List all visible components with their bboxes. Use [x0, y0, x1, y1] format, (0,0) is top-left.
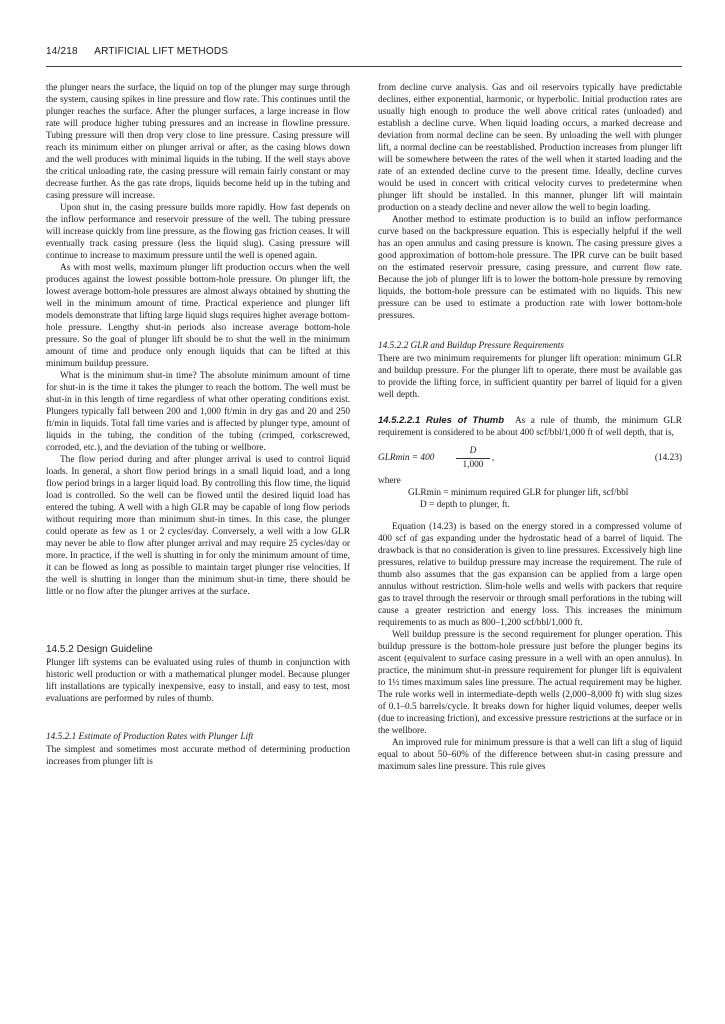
- equation-lhs: GLRmin = 400: [378, 453, 435, 463]
- paragraph: Plunger lift systems can be evaluated using rules of thumb in conjunction with historic well production or with a mathematical plunger model. Because plunger lift installations are typically inexpensive, easy to install, and easy to test, most evaluations are performed by rules of thumb.: [46, 658, 350, 704]
- right-column: [378, 82, 682, 773]
- paragraph: from decline curve analysis. Gas and oil reservoirs typically have predictable declines, either exponential, harmonic, or hyperbolic. Initial production rates are usually high enough to produce the well above critical rates (unloaded) and establish a decline curve. When liquid loading occurs, a marked decrease and deviation from normal decline can be seen. By unloading the well with plunger lift, a normal decline can be reestablished. Production increases from plunger lift will be somewhere between the rates of the well when it started loading and the rate of an extended decline curve to the present time. Ideally, decline curves would be used in concert with critical velocity curves to predetermine when plunger lift should be installed. In this manner, plunger lift will maintain production on a steady decline and never allow the well to begin loading.: [378, 83, 682, 213]
- equation-fraction: [456, 445, 490, 471]
- where-label: where: [378, 476, 401, 486]
- equation-14-23: [378, 445, 682, 471]
- header-rule: [46, 66, 682, 67]
- equation-definitions: [378, 487, 682, 511]
- running-header: [46, 46, 682, 62]
- paragraph: As with most wells, maximum plunger lift production occurs when the well produces against the lowest possible bottom-hole pressure. On plunger lift, the lowest average bottom-hole pressures are almost always obtained by shutting the well in the minimum amount of time. Practical experience and plunger lift models demonstrate that lifting large liquid slugs requires higher average bottom-hole pressure. Lengthy shut-in periods also increase average bottom-hole pressure. So the goal of plunger lift should be to shut the well in the minimum amount of time and produce only enough liquids that can be lifted at this minimum buildup pressure.: [46, 263, 350, 369]
- paragraph: An improved rule for minimum pressure is that a well can lift a slug of liquid equal to about 50–60% of the difference between shut-in casing pressure and maximum sales line pressure. This rule gives: [378, 738, 682, 772]
- definition-glrmin: GLRmin = minimum required GLR for plunger lift, scf/bbl: [408, 488, 629, 498]
- paragraph: The simplest and sometimes most accurate method of determining production increases from plunger lift is: [46, 745, 350, 767]
- section-heading-design-guideline: 14.5.2 Design Guideline: [46, 644, 153, 655]
- chapter-title: ARTIFICIAL LIFT METHODS: [94, 46, 229, 57]
- equation-numerator: D: [456, 445, 490, 459]
- equation-denominator: 1,000: [462, 460, 484, 470]
- paragraph: Another method to estimate production is to build an inflow performance curve based on the backpressure equation. This is especially helpful if the well has an open annulus and casing pressure is known. The casing pressure gives a good approximation of bottom-hole pressure. The IPR curve can be built based on the estimated reservoir pressure, casing pressure, and current flow rate. Because the job of plunger lift is to lower the bottom-hole pressure by removing liquids, the bottom-hole pressure can be estimated with no liquids. This new pressure can be used to estimate a production rate with lower bottom-hole pressures.: [378, 215, 682, 321]
- paragraph: There are two minimum requirements for plunger lift operation: minimum GLR and buildup pressure. For the plunger lift to operate, there must be available gas to provide the lifting force, in sufficient quantity per barrel of liquid for a given well depth.: [378, 354, 682, 400]
- subsection-heading-estimate: 14.5.2.1 Estimate of Production Rates with Plunger Lift: [46, 732, 254, 742]
- equation-comma: ,: [492, 453, 495, 463]
- left-column: [46, 82, 350, 768]
- rules-of-thumb-heading: 14.5.2.2.1 Rules of Thumb: [378, 415, 505, 426]
- paragraph: Equation (14.23) is based on the energy stored in a compressed volume of 400 scf of gas expanding under the hydrostatic head of a barrel of liquid. The drawback is that no consideration is given to line pressures. Excessively high line pressures, relative to buildup pressure may increase the requirement. The rule of thumb also assumes that the gas expansion can be applied from a large open annulus without restriction. Slim-hole wells and wells with packers that require gas to travel through the reservoir or through small perforations in the tubing will cause a greater restriction and energy loss. This increases the minimum requirements to as much as 800–1,200 scf/bbl/1,000 ft.: [378, 522, 682, 628]
- paragraph-text: As a rule of thumb, the minimum GLR requirement is considered to be about 400 scf/bbl/1,000 ft of well depth, that is,: [378, 416, 682, 438]
- definition-d: D = depth to plunger, ft.: [420, 500, 510, 510]
- paragraph: Upon shut in, the casing pressure builds more rapidly. How fast depends on the inflow performance and reservoir pressure of the well. The tubing pressure will increase quickly from line pressure, as the flowing gas friction ceases. It will eventually track casing pressure (less the liquid slug). Casing pressure will continue to increase to maximum pressure until the well is opened again.: [46, 203, 350, 261]
- subsection-heading-glr: 14.5.2.2 GLR and Buildup Pressure Requirements: [378, 341, 564, 351]
- paragraph: the plunger nears the surface, the liquid on top of the plunger may surge through the system, causing spikes in line pressure and flow rate. This continues until the plunger reaches the surface. After the plunger surfaces, a large increase in flow rate will produce higher tubing pressures and an increase in flowline pressure. Tubing pressure will then drop very close to line pressure. Casing pressure will reach its minimum either on plunger arrival or after, as the casing blows down and the well produces with minimal liquids in the tubing. If the well stays above the critical unloading rate, the casing pressure will remain fairly constant or may decrease further. As the gas rate drops, liquids become held up in the tubing and casing pressure will increase.: [46, 83, 350, 201]
- paragraph: The flow period during and after plunger arrival is used to control liquid loads. In general, a short flow period brings in a small liquid load, and a long flow period brings in a larger liquid load. By controlling this flow time, the liquid load is controlled. So the well can be flowed until the desired liquid load has entered the tubing. A well with a high GLR may be capable of long flow periods without requiring more than minimum shut-in times. In this case, the plunger could operate as few as 1 or 2 cycles/day. Conversely, a well with a low GLR may never be able to flow after plunger arrival and may require 25 cycles/day or more. In practice, if the well is shutting in for only the minimum amount of time, it can be flowed as long as possible to maintain target plunger rise velocities. If the well is shutting in longer than the minimum shut-in time, there should be little or no flow after the plunger arrives at the surface.: [46, 455, 350, 597]
- paragraph: Well buildup pressure is the second requirement for plunger operation. This buildup pressure is the bottom-hole pressure just before the plunger begins its ascent (equivalent to surface casing pressure in a well with an open annulus). In practice, the minimum shut-in pressure requirement for plunger lift is equivalent to 1½ times maximum sales line pressure. The actual requirement may be higher. The rule works well in intermediate-depth wells (2,000–8,000 ft) with slug sizes of 0.1–0.5 barrels/cycle. It breaks down for higher liquid volumes, deeper wells (due to increasing friction), and excessive pressure restrictions at the surface or in the wellbore.: [378, 630, 682, 736]
- page-number: 14/218: [46, 46, 78, 57]
- paragraph: What is the minimum shut-in time? The absolute minimum amount of time for shut-in is the time it takes the plunger to reach the bottom. The well must be shut-in in this length of time regardless of what other operating conditions exist. Plungers typically fall between 200 and 1,000 ft/min in dry gas and 20 and 250 ft/min in liquids. Total fall time varies and is affected by plunger type, amount of liquids in the tubing, the condition of the tubing (crimped, corkscrewed, corroded, etc.), and the deviation of the tubing or wellbore.: [46, 371, 350, 453]
- equation-number: (14.23): [654, 453, 682, 463]
- paragraph: [378, 415, 682, 439]
